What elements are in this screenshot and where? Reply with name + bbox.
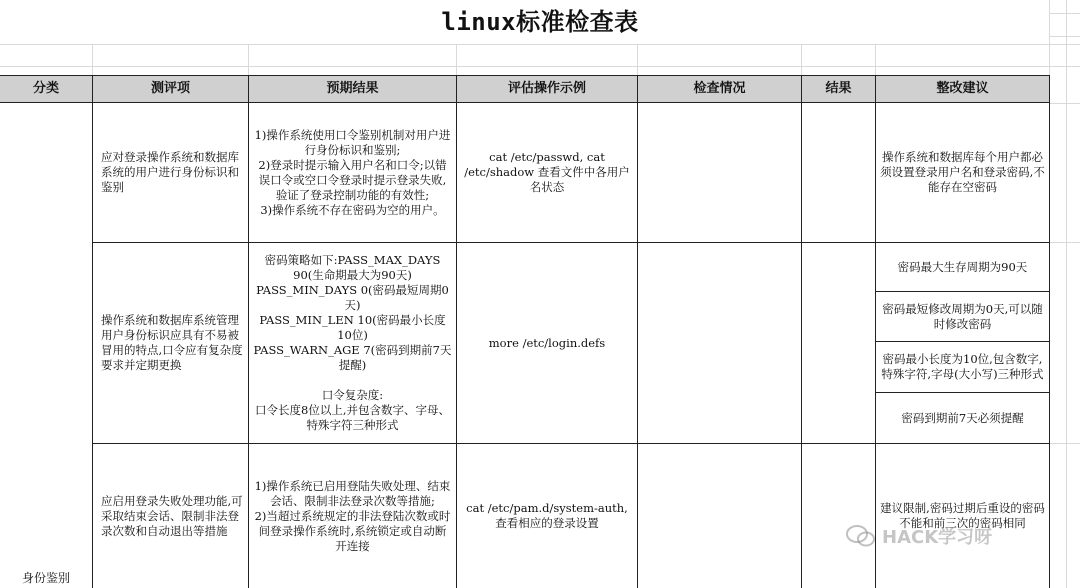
header-item: 测评项: [150, 81, 190, 96]
row2-suggestion-1: 密码最大生存周期为90天: [897, 259, 1028, 274]
watermark-text: HACK学习呀: [882, 527, 993, 548]
row2-expected: 密码策略如下:PASS_MAX_DAYS 90(生命期最大为90天) PASS_MIN_DAYS 0(密码最短周期0天) PASS_MIN_LEN 10(密码最小长度10位) PASS_WARN_AGE 7(密码到期前7天提醒) 口令复杂度: 口令长度8位以上,并包含数字、字母、特殊字符三种形式: [253, 253, 452, 432]
row2-item: 操作系统和数据库系统管理用户身份标识应具有不易被冒用的特点,口令应有复杂度要求并定期更换: [101, 313, 243, 372]
row2-suggestion-4: 密码到期前7天必须提醒: [901, 410, 1024, 425]
row3-item: 应启用登录失败处理功能,可采取结束会话、限制非法登录次数和自动退出等措施: [101, 493, 243, 538]
row3-operation: cat /etc/pam.d/system-auth, 查看相应的登录设置: [466, 501, 628, 530]
row3-expected: 1)操作系统已启用登陆失败处理、结束会话、限制非法登录次数等措施; 2)当超过系统规定的非法登陆次数或时间登录操作系统时,系统锁定或自动断开连接: [254, 478, 451, 553]
row1-suggestion: 操作系统和数据库每个用户都必须设置登录用户名和登录密码,不能存在空密码: [880, 150, 1045, 194]
row1-item: 应对登录操作系统和数据库系统的用户进行身份标识和鉴别: [101, 150, 239, 194]
row2-suggestion-2: 密码最短修改周期为0天,可以随时修改密码: [882, 301, 1043, 331]
wechat-icon: [846, 524, 876, 548]
header-result: 结果: [825, 81, 852, 96]
header-category: 分类: [32, 81, 59, 96]
page-title: linux标准检查表: [441, 8, 639, 36]
header-suggestion: 整改建议: [936, 81, 989, 96]
row1-expected: 1)操作系统使用口令鉴别机制对用户进行身份标识和鉴别; 2)登录时提示输入用户名和口令;以错误口令或空口令登录时提示登录失败,验证了登录控制功能的有效性; 3)操作系统不存在密码为空的用户。: [254, 127, 451, 217]
row2-operation: more /etc/login.defs: [488, 335, 606, 350]
row1-operation: cat /etc/passwd, cat /etc/shadow 查看文件中各用户名状态: [464, 150, 630, 194]
header-check: 检查情况: [693, 81, 746, 96]
category-cell: 身份鉴别: [21, 570, 70, 585]
header-expected: 预期结果: [326, 81, 379, 96]
watermark: [846, 516, 1046, 556]
header-operation: 评估操作示例: [507, 81, 586, 96]
row3-suggestion: 建议限制,密码过期后重设的密码不能和前三次的密码相同: [880, 501, 1045, 530]
row2-suggestion-3: 密码最小长度为10位,包含数字,特殊字符,字母(大小写)三种形式: [881, 352, 1044, 381]
